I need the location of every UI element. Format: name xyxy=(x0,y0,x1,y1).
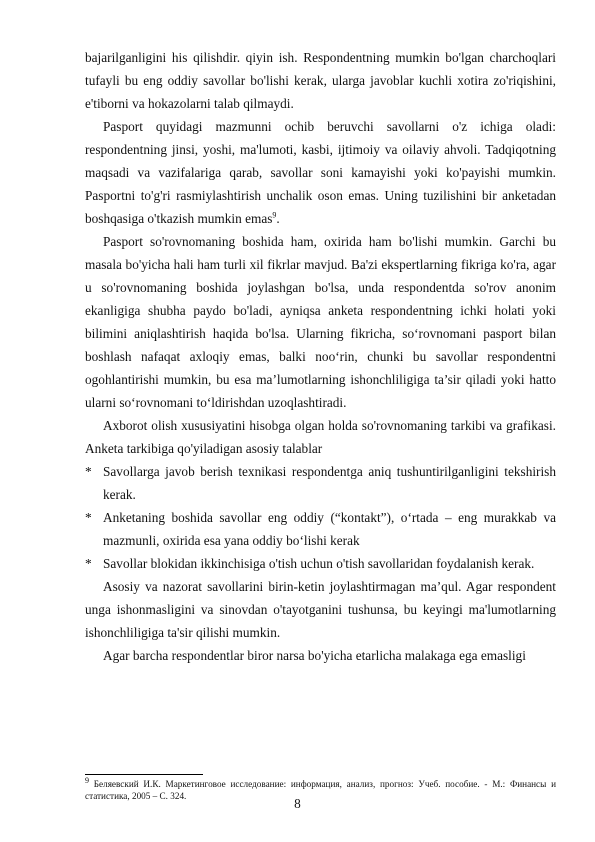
paragraph-2 xyxy=(85,115,556,230)
footnote-divider xyxy=(85,774,203,775)
list-item xyxy=(85,552,556,575)
list-item-text: Savollarga javob berish texnikasi respondentga aniq tushuntirilganligini tekshirish kerak. xyxy=(103,464,556,502)
paragraph-2-end: . xyxy=(276,211,280,226)
paragraph-1: bajarilganligini his qilishdir. qiyin ish. Respondentning mumkin bo'lgan charchoqlari tufayli bu eng oddiy savollar bo'lishi kerak, ularga javoblar kuchli xotira zo'riqishini, e'tiborni va hokazolarni talab qilmaydi. xyxy=(85,50,556,111)
body-text xyxy=(85,46,556,667)
list-item xyxy=(85,460,556,506)
list-item-text: Savollar blokidan ikkinchisiga o'tish uchun o'tish savollaridan foydalanish kerak. xyxy=(103,556,535,571)
paragraph-2-text: Pasport quyidagi mazmunni ochib beruvchi savollarni o'z ichiga oladi: respondentning jinsi, yoshi, ma'lumoti, kasbi, ijtimoiy va oilaviy ahvoli. Tadqiqotning maqsadi va vazifalariga qarab, savollar soni kamayishi yoki ko'payishi mumkin. Pasportni to'g'ri rasmiylashtirish unchalik oson emas. Uning tuzilishini bir anketadan boshqasiga o'tkazish mumkin emas xyxy=(85,119,556,226)
footnote-text: Беляевский И.К. Маркетинговое исследование: информация, анализ, прогноз: Учеб. пособие. - М.: Финансы и статистика, 2005 – С. 324. xyxy=(85,779,556,801)
bullet-marker: * xyxy=(85,510,92,525)
bullet-marker: * xyxy=(85,464,92,479)
paragraph-4: Axborot olish xususiyatini hisobga olgan holda so'rovnomaning tarkibi va grafikasi. Anketa tarkibiga qo'yiladigan asosiy talablar xyxy=(85,418,556,456)
bullet-marker: * xyxy=(85,556,92,571)
footnote-number: 9 xyxy=(85,775,89,785)
paragraph-5: Asosiy va nazorat savollarini birin-ketin joylashtirmagan ma’qul. Agar respondent unga ishonmasligini va sinovdan o'tayotganini tushunsa, bu keyingi ma'lumotlarning ishonchliligiga ta'sir qilishi mumkin. xyxy=(85,579,556,640)
page-number: 8 xyxy=(294,796,301,811)
paragraph-6: Agar barcha respondentlar biror narsa bo'yicha etarlicha malakaga ega emasligi xyxy=(103,648,526,663)
list-item-text: Anketaning boshida savollar eng oddiy (“kontakt”), o‘rtada – eng murakkab va mazmunli, oxirida esa yana oddiy bo‘lishi kerak xyxy=(103,510,556,548)
footnote-ref[interactable]: 9 xyxy=(272,210,277,220)
list-item xyxy=(85,506,556,552)
paragraph-3: Pasport so'rovnomaning boshida ham, oxirida ham bo'lishi mumkin. Garchi bu masala bo'yicha hali ham turli xil fikrlar mavjud. Ba'zi ekspertlarning fikriga ko'ra, agar u so'rovnomaning boshida joylashgan bo'lsa, unda respondentda so'rov anonim ekanligiga shubha paydo bo'ladi, ayniqsa anketa respondentning ichki holati yoki bilimini aniqlashtirish haqida bo'lsa. Ularning fikricha, so‘rovnomani pasport bilan boshlash nafaqat axloqiy emas, balki noo‘rin, chunki bu savollar respondentni ogohlantirishi mumkin, bu esa ma’lumotlarning ishonchliligiga ta’sir qiladi yoki hatto ularni so‘rovnomani to‘ldirishdan uzoqlashtiradi. xyxy=(85,234,556,410)
